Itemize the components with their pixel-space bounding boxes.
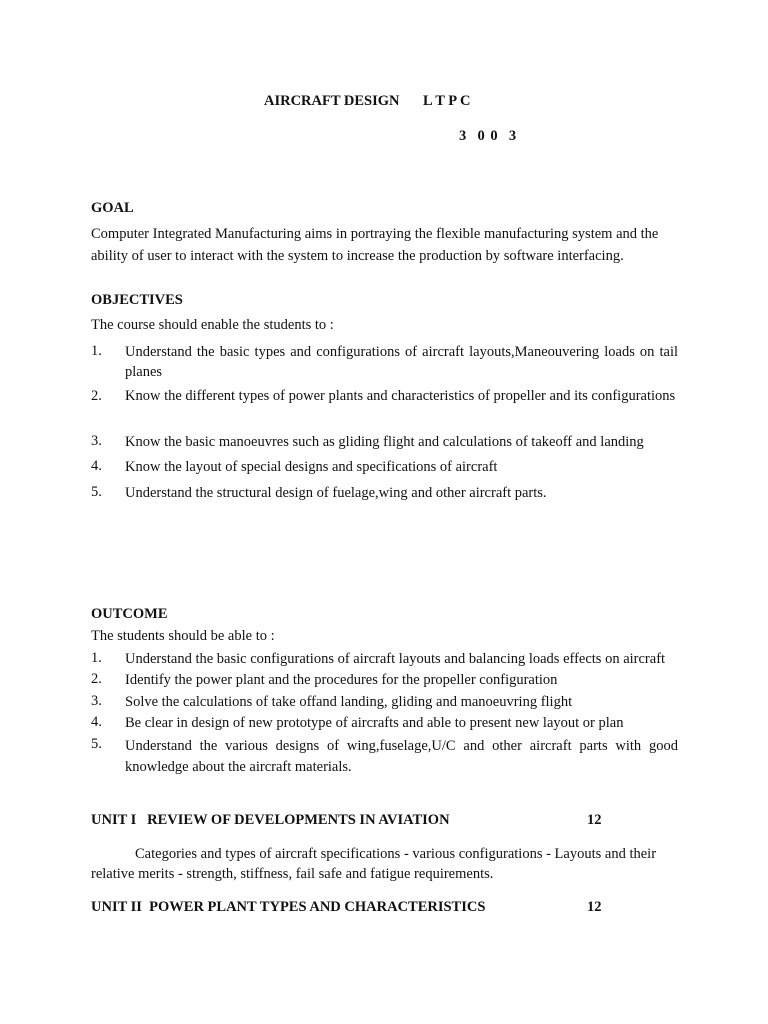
list-text: Understand the basic types and configurations of aircraft layouts,Maneouvering loads on tail planes (125, 344, 678, 380)
unit-2-hours: 12 (587, 899, 602, 915)
course-title: AIRCRAFT DESIGN (264, 93, 400, 109)
ltpc-label: L T P C (423, 93, 471, 109)
list-number: 5. (91, 736, 102, 752)
unit-1-text: Categories and types of aircraft specifications - various configurations - Layouts and their relative merits - strength, stiffness, fail safe and fatigue requirements. (91, 846, 657, 882)
list-number: 4. (91, 714, 102, 730)
list-text: Solve the calculations of take offand landing, gliding and manoeuvring flight (125, 694, 573, 710)
list-text: Know the layout of special designs and specifications of aircraft (125, 459, 498, 475)
objectives-heading: OBJECTIVES (91, 292, 183, 308)
list-text: Know the basic manoeuvres such as gliding flight and calculations of takeoff and landing (125, 434, 644, 450)
unit-2-title: UNIT II POWER PLANT TYPES AND CHARACTERISTICS (91, 899, 486, 915)
list-number: 1. (91, 650, 102, 666)
unit-1-title: UNIT I REVIEW OF DEVELOPMENTS IN AVIATION (91, 812, 450, 828)
outcome-intro: The students should be able to : (91, 628, 275, 644)
list-text: Identify the power plant and the procedures for the propeller configuration (125, 672, 558, 688)
list-number: 3. (91, 433, 102, 449)
goal-text: Computer Integrated Manufacturing aims in portraying the flexible manufacturing system and the ability of user to interact with the system to increase the production by software interfacing. (91, 226, 659, 264)
unit-1-hours: 12 (587, 812, 602, 828)
list-number: 4. (91, 458, 102, 474)
goal-heading: GOAL (91, 200, 134, 216)
list-number: 3. (91, 693, 102, 709)
outcome-heading: OUTCOME (91, 606, 168, 622)
list-number: 2. (91, 388, 102, 404)
list-text: Understand the basic configurations of aircraft layouts and balancing loads effects on aircraft (125, 651, 666, 667)
objectives-intro: The course should enable the students to : (91, 317, 334, 333)
list-text: Understand the structural design of fuelage,wing and other aircraft parts. (125, 485, 547, 501)
list-text: Know the different types of power plants and characteristics of propeller and its configurations (125, 388, 676, 404)
ltpc-values: 3 0 0 3 (459, 128, 517, 144)
list-number: 1. (91, 343, 102, 359)
list-number: 5. (91, 484, 102, 500)
list-text: Be clear in design of new prototype of aircrafts and able to present new layout or plan (125, 715, 624, 731)
list-number: 2. (91, 671, 102, 687)
list-text: Understand the various designs of wing,fuselage,U/C and other aircraft parts with good knowledge about the aircraft materials. (125, 738, 678, 775)
